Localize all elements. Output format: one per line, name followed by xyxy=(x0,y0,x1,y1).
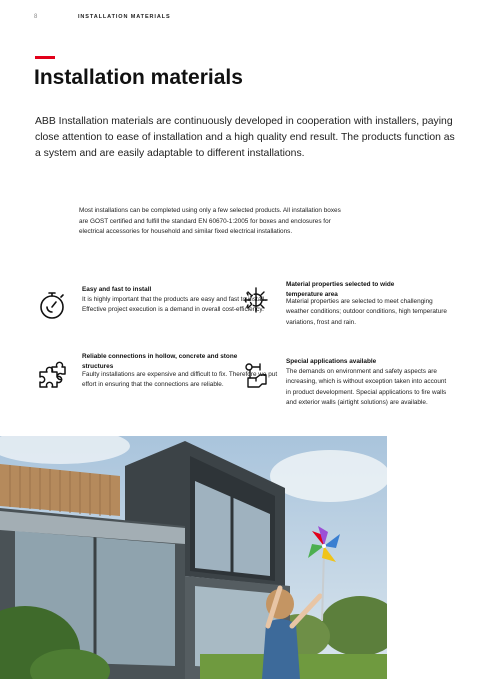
feature-temperature xyxy=(240,280,455,340)
page-title: Installation materials xyxy=(34,66,243,89)
feature-text: Material properties are selected to meet challenging weather conditions; outdoor conditions, high temperature variations, frost and rain. xyxy=(286,298,447,326)
page-number: 8 xyxy=(34,14,38,20)
intro-paragraph: ABB Installation materials are continuously developed in cooperation with installers, paying close attention to ease of installation and a high quality end result. The products function as a system and are easily adaptable to different installations. xyxy=(35,116,455,159)
feature-title: Material properties selected to wide temperature area xyxy=(286,281,395,298)
feature-title: Easy and fast to install xyxy=(82,286,152,293)
feature-title: Special applications available xyxy=(286,358,377,365)
lead-paragraph: Most installations can be completed using only a few selected products. All installation boxes are GOST certified and fulfill the standard EN 60670-1:2005 for boxes and enclosures for electrical accessories for household and similar fixed electrical installations. xyxy=(79,207,341,236)
hand-socket-icon xyxy=(240,360,272,392)
feature-text: Faulty installations are expensive and difficult to fix. Therefore we put effort in ensuring that the connections are reliable. xyxy=(82,371,278,389)
feature-text: It is highly important that the products are easy and fast to install. Effective project execution is a demand in overall cost-efficiency. xyxy=(82,296,267,314)
feature-title: Reliable connections in hollow, concrete and stone structures xyxy=(82,353,238,370)
section-label: INSTALLATION MATERIALS xyxy=(78,14,171,20)
puzzle-icon xyxy=(36,360,68,392)
feature-special-applications xyxy=(240,356,455,418)
accent-bar xyxy=(35,56,55,59)
feature-text: The demands on environment and safety aspects are increasing, which is without exception taken into account in product development. Special applications to fire walls and exterior walls (airtight solutions) are available. xyxy=(286,368,447,407)
house-photo xyxy=(0,436,387,679)
stopwatch-icon xyxy=(36,289,68,321)
house-illustration xyxy=(0,436,387,679)
sun-snowflake-icon xyxy=(240,284,272,316)
